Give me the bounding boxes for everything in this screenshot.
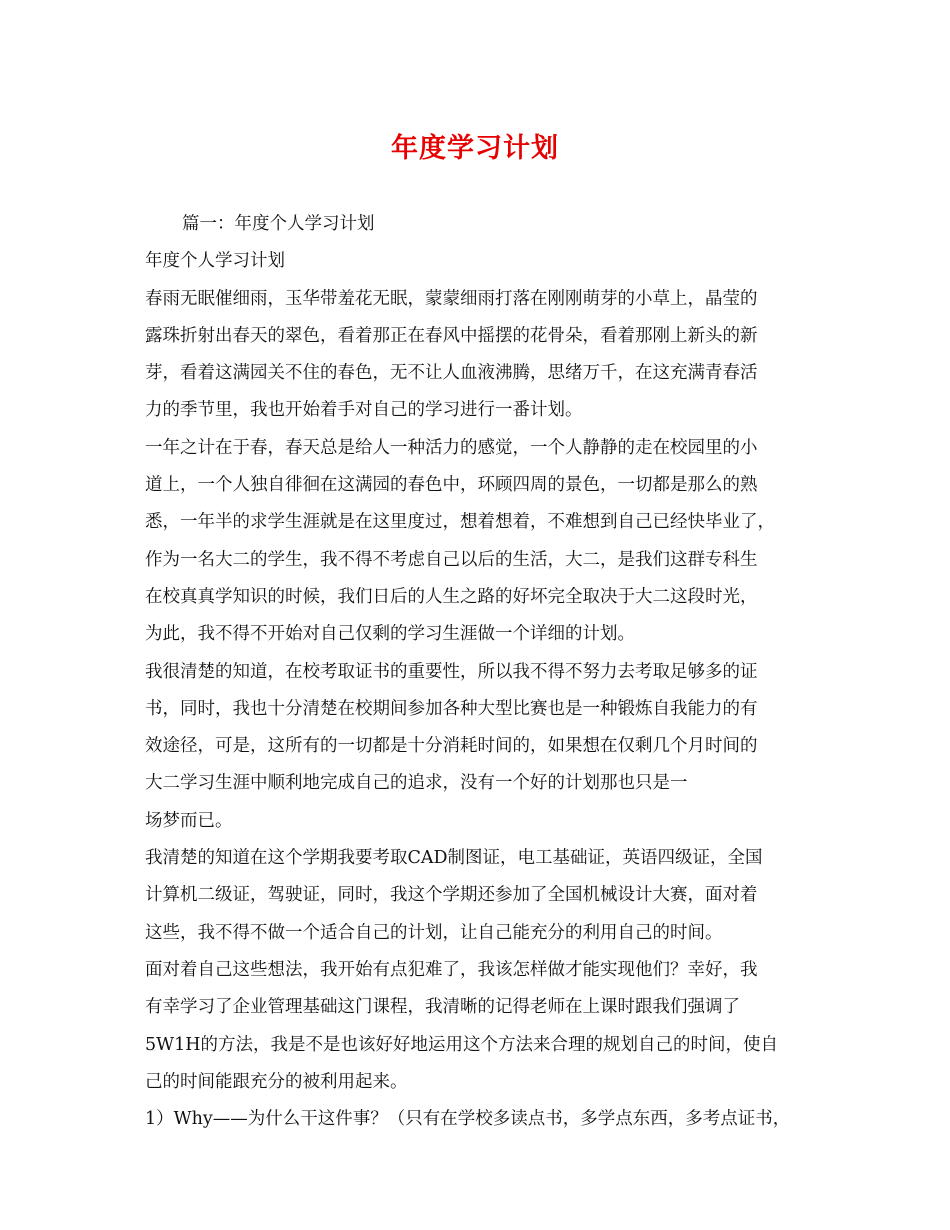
document-body [145,206,825,1138]
paragraph-line: 计算机二级证，驾驶证，同时，我这个学期还参加了全国机械设计大赛，面对着 [145,885,758,906]
paragraph-line: 我很清楚的知道，在校考取证书的重要性，所以我不得不努力去考取足够多的证 [145,661,758,682]
section-heading: 篇一：年度个人学习计划 [182,214,375,234]
paragraph-line: 面对着自己这些想法，我开始有点犯难了，我该怎样做才能实现他们？幸好，我 [145,959,758,980]
paragraph-line: 芽，看着这满园关不住的春色，无不让人血液沸腾，思绪万千，在这充满青春活 [145,363,758,384]
paragraph-line: 5W1H的方法，我是不是也该好好地运用这个方法来合理的规划自己的时间，使自 [145,1034,779,1055]
paragraph-line: 悉，一年半的求学生涯就是在这里度过，想着想着，不难想到自己已经快毕业了， [145,512,775,533]
list-item-line: 1）Why——为什么干这件事？（只有在学校多读点书，多学点东西，多考点证书， [145,1109,791,1130]
subsection-title: 年度个人学习计划 [145,251,285,272]
paragraph-line: 力的季节里，我也开始着手对自己的学习进行一番计划。 [145,400,583,421]
paragraph-line: 道上，一个人独自徘徊在这满园的春色中，环顾四周的景色，一切都是那么的熟 [145,475,758,496]
paragraph-line: 效途径，可是，这所有的一切都是十分消耗时间的，如果想在仅剩几个月时间的 [145,736,758,757]
paragraph-line: 场梦而已。 [145,810,233,831]
paragraph-line: 一年之计在于春，春天总是给人一种活力的感觉，一个人静静的走在校园里的小 [145,437,758,458]
paragraph-line: 在校真真学知识的时候，我们日后的人生之路的好坏完全取决于大二这段时光， [145,586,758,607]
paragraph-line: 书，同时，我也十分清楚在校期间参加各种大型比赛也是一种锻炼自我能力的有 [145,698,758,719]
paragraph-line: 有幸学习了企业管理基础这门课程，我清晰的记得老师在上课时跟我们强调了 [145,997,740,1018]
paragraph-line: 作为一名大二的学生，我不得不考虑自己以后的生活，大二，是我们这群专科生 [145,549,758,570]
paragraph-line: 春雨无眠催细雨，玉华带羞花无眠，蒙蒙细雨打落在刚刚萌芽的小草上，晶莹的 [145,288,758,309]
document-title: 年度学习计划 [391,133,559,164]
paragraph-line: 露珠折射出春天的翠色，看着那正在春风中摇摆的花骨朵，看着那刚上新头的新 [145,325,758,346]
paragraph-line: 我清楚的知道在这个学期我要考取CAD制图证，电工基础证，英语四级证，全国 [145,848,763,869]
paragraph-line: 这些，我不得不做一个适合自己的计划，让自己能充分的利用自己的时间。 [145,922,723,943]
paragraph-line: 为此，我不得不开始对自己仅剩的学习生涯做一个详细的计划。 [145,624,635,645]
paragraph-line: 己的时间能跟充分的被利用起来。 [145,1071,408,1092]
paragraph-line: 大二学习生涯中顺利地完成自己的追求，没有一个好的计划那也只是一 [145,773,688,794]
